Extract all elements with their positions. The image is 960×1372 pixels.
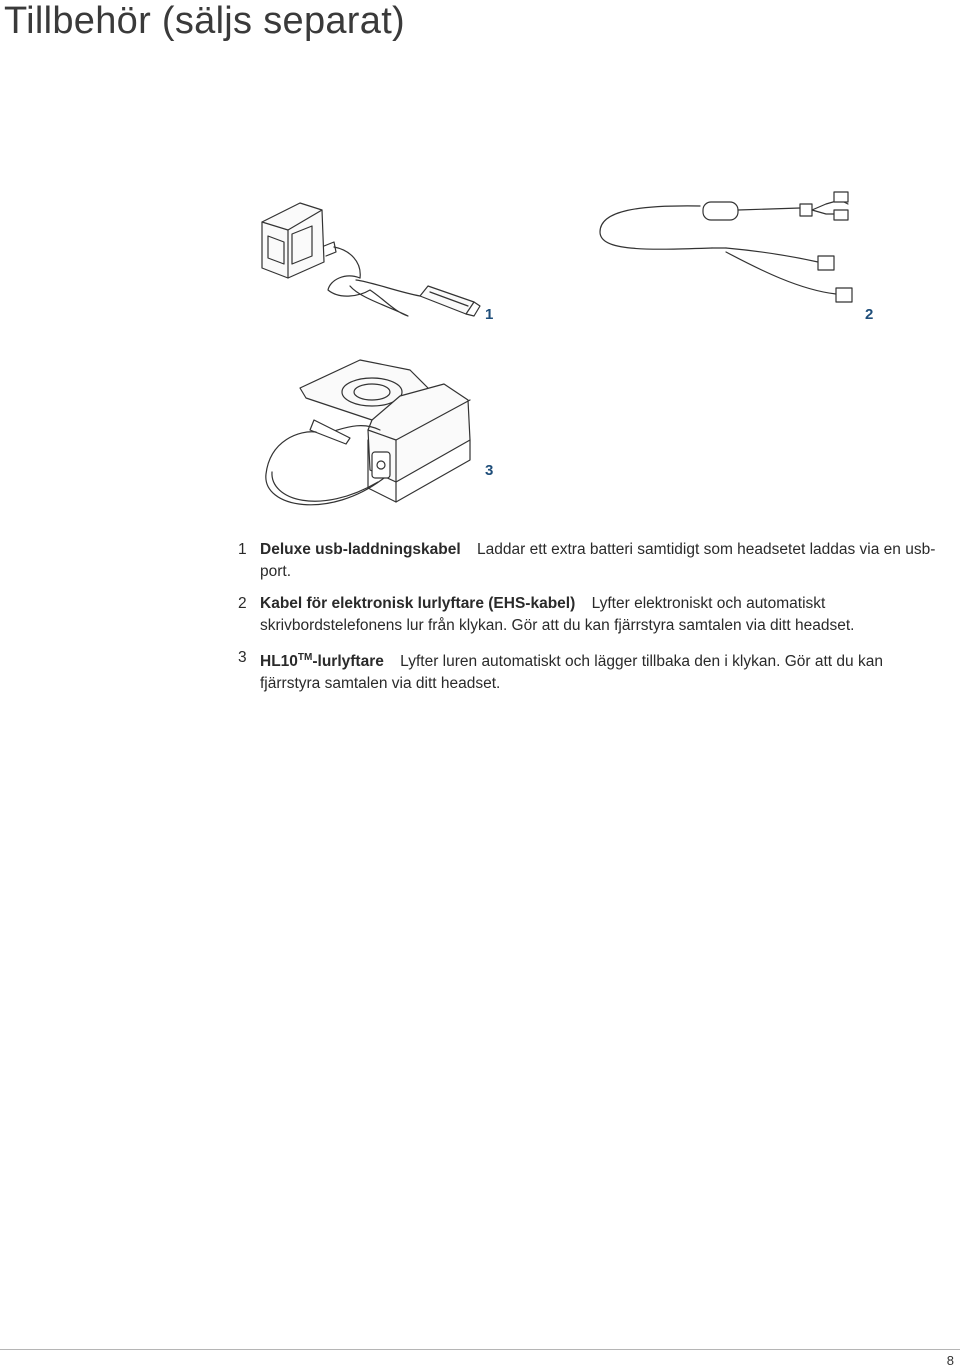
item-name: Deluxe usb-laddningskabel bbox=[260, 541, 461, 558]
item-description: Lyfter elektroniskt och automatiskt skrivbordstelefonens lur från klykan. Gör att du kan fjärrstyra samtalen via ditt headset. bbox=[260, 595, 855, 634]
accessories-illustration bbox=[0, 0, 960, 540]
item-name-main: HL10 bbox=[260, 653, 298, 671]
item-description: Lyfter luren automatiskt och lägger tillbaka den i klykan. Gör att du kan fjärrstyra samtalen via ditt headset. bbox=[260, 653, 883, 693]
item-name bbox=[260, 653, 384, 670]
item-number: 3 bbox=[238, 649, 247, 666]
item-description: Laddar ett extra batteri samtidigt som headsetet laddas via en usb-port. bbox=[260, 541, 936, 580]
callout-3: 3 bbox=[485, 462, 494, 479]
list-item bbox=[238, 647, 938, 695]
list-item bbox=[238, 593, 938, 637]
footer-divider bbox=[0, 1349, 960, 1350]
page-title: Tillbehör (säljs separat) bbox=[4, 0, 406, 42]
hl10-lifter-drawing bbox=[266, 360, 470, 505]
page-number: 8 bbox=[946, 1353, 954, 1368]
ehs-cable-drawing bbox=[600, 192, 852, 302]
callout-1: 1 bbox=[485, 306, 494, 323]
list-item bbox=[238, 539, 938, 583]
usb-charger-drawing bbox=[262, 203, 480, 316]
accessory-list bbox=[238, 539, 938, 704]
item-name-suffix: -lurlyftare bbox=[312, 653, 384, 671]
trademark-mark: TM bbox=[297, 652, 313, 663]
callout-2: 2 bbox=[865, 306, 874, 323]
item-name: Kabel för elektronisk lurlyftare (EHS-kabel) bbox=[260, 595, 576, 612]
item-number: 1 bbox=[238, 541, 247, 558]
item-number: 2 bbox=[238, 595, 247, 612]
